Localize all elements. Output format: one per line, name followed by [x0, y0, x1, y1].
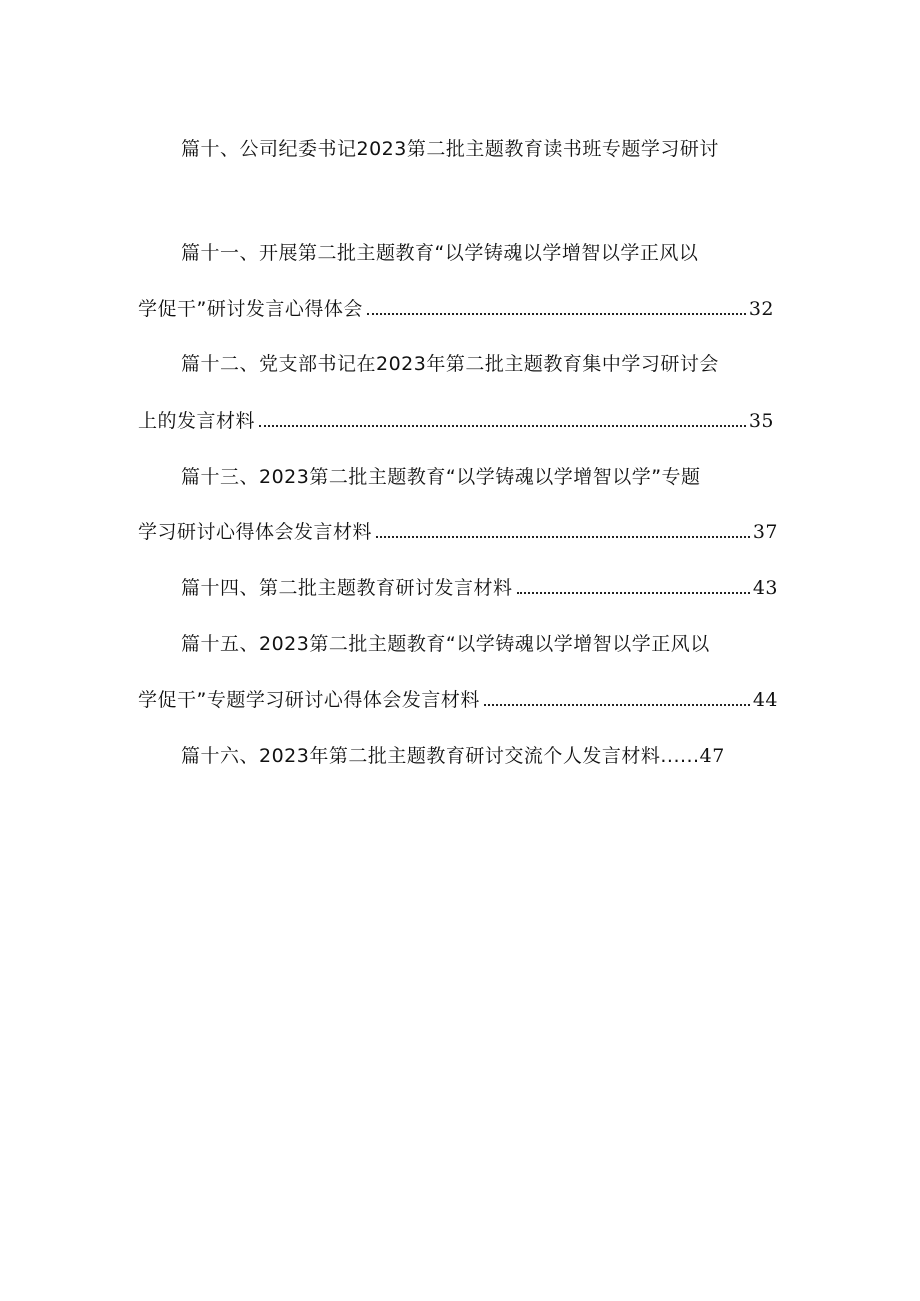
dot-leader — [484, 704, 750, 706]
toc-entry-15-title-cont: 学促干”专题学习研讨心得体会发言材料 — [138, 689, 480, 711]
toc-entry-11-page: 32 — [748, 298, 774, 320]
toc-entry-13-row[interactable] — [138, 520, 778, 544]
dot-leader: ...... — [660, 745, 700, 767]
toc-entry-12-row[interactable] — [138, 409, 774, 433]
toc-entry-15-row[interactable] — [138, 688, 778, 712]
toc-entry-15-page: 44 — [752, 689, 778, 711]
toc-entry-12-page: 35 — [748, 410, 774, 432]
toc-entry-10-title[interactable]: 篇十、公司纪委书记2023第二批主题教育读书班专题学习研讨 — [181, 138, 719, 160]
dot-leader — [259, 425, 746, 427]
toc-entry-14-page: 43 — [752, 577, 778, 599]
toc-entry-16-page: 47 — [699, 745, 725, 767]
toc-entry-13-title[interactable]: 篇十三、2023第二批主题教育“以学铸魂以学增智以学”专题 — [181, 466, 701, 488]
toc-entry-14-row[interactable] — [181, 576, 778, 600]
toc-entry-16-row[interactable] — [181, 744, 725, 768]
toc-entry-11-title[interactable]: 篇十一、开展第二批主题教育“以学铸魂以学增智以学正风以 — [181, 242, 699, 264]
toc-entry-11-title-cont: 学促干”研讨发言心得体会 — [138, 298, 363, 320]
toc-entry-11-row[interactable] — [138, 297, 774, 321]
toc-entry-13-page: 37 — [752, 521, 778, 543]
toc-entry-15-title[interactable]: 篇十五、2023第二批主题教育“以学铸魂以学增智以学正风以 — [181, 633, 710, 655]
dot-leader — [367, 313, 746, 315]
dot-leader — [517, 592, 750, 594]
toc-entry-12-title[interactable]: 篇十二、党支部书记在2023年第二批主题教育集中学习研讨会 — [181, 353, 719, 375]
toc-entry-12-title-cont: 上的发言材料 — [138, 410, 256, 432]
toc-entry-13-title-cont: 学习研讨心得体会发言材料 — [138, 521, 373, 543]
toc-entry-14-title: 篇十四、第二批主题教育研讨发言材料 — [181, 577, 513, 599]
dot-leader — [376, 536, 750, 538]
toc-entry-16-title: 篇十六、2023年第二批主题教育研讨交流个人发言材料 — [181, 745, 661, 767]
